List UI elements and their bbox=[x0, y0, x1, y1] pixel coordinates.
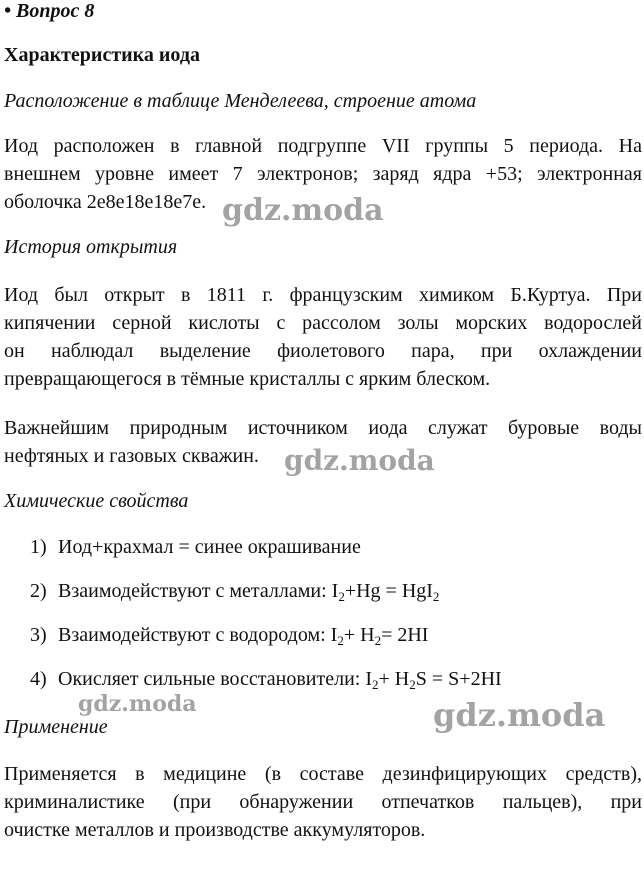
paragraph-line: очистке металлов и производстве аккумуляторов. bbox=[4, 819, 426, 841]
list-item bbox=[30, 624, 428, 649]
list-item bbox=[30, 580, 439, 605]
paragraph-line: кипячении серной кислоты с рассолом золы морских водорослей bbox=[4, 312, 642, 334]
paragraph-line: Применяется в медицине (в составе дезинфицирующих средств), bbox=[4, 763, 642, 785]
list-item-number: 2) bbox=[30, 580, 47, 602]
subscript: 2 bbox=[337, 633, 344, 648]
subscript: 2 bbox=[432, 589, 440, 604]
page-title: Характеристика иода bbox=[4, 44, 200, 66]
subscript: 2 bbox=[338, 589, 345, 604]
section-heading-history: История открытия bbox=[4, 236, 178, 258]
list-item-number: 3) bbox=[30, 624, 47, 646]
list-item bbox=[30, 668, 502, 693]
list-item-text: = 2HI bbox=[381, 624, 429, 646]
list-item-text: +Hg = HgI bbox=[344, 580, 433, 602]
section-heading-application: Применение bbox=[4, 716, 108, 738]
list-item-text: + H bbox=[378, 668, 410, 690]
list-item-text: Окисляет сильные восстановители: I bbox=[58, 668, 373, 690]
paragraph-line: криминалистике (при обнаружении отпечатков пальцев), при bbox=[4, 791, 642, 813]
paragraph-line: он наблюдал выделение фиолетового пара, при охлаждении bbox=[4, 340, 642, 362]
paragraph-line: внешнем уровне имеет 7 электронов; заряд ядра +53; электронная bbox=[4, 163, 642, 185]
watermark: gdz.moda bbox=[433, 696, 606, 734]
watermark: gdz.moda bbox=[284, 444, 435, 477]
paragraph-line: Иод был открыт в 1811 г. французским химиком Б.Куртуа. При bbox=[4, 284, 642, 306]
subscript: 2 bbox=[409, 677, 416, 692]
paragraph-line: оболочка 2е8е18е18е7е. bbox=[4, 191, 207, 213]
watermark: gdz.moda bbox=[222, 193, 384, 228]
list-item-text: Взаимодействуют с водородом: I bbox=[58, 624, 338, 646]
list-item-text: S = S+2HI bbox=[415, 668, 502, 690]
section-heading-chemical: Химические свойства bbox=[4, 490, 189, 512]
paragraph-line: превращающегося в тёмные кристаллы с ярким блеском. bbox=[4, 368, 491, 390]
paragraph-line: Важнейшим природным источником иода служат буровые воды bbox=[4, 417, 642, 439]
question-number: • Вопрос 8 bbox=[4, 0, 95, 22]
paragraph-line: Иод расположен в главной подгруппе VII группы 5 периода. На bbox=[4, 135, 642, 157]
list-item-number: 4) bbox=[30, 668, 47, 690]
watermark: gdz.moda bbox=[78, 691, 197, 717]
subscript: 2 bbox=[372, 677, 379, 692]
list-item-number: 1) bbox=[30, 536, 47, 558]
list-item-text: Иод+крахмал = синее окрашивание bbox=[58, 536, 361, 558]
list-item bbox=[30, 536, 361, 559]
list-item-text: Взаимодействуют с металлами: I bbox=[58, 580, 339, 602]
section-heading-position: Расположение в таблице Менделеева, строение атома bbox=[4, 90, 477, 112]
list-item-text: + H bbox=[343, 624, 375, 646]
paragraph-line: нефтяных и газовых скважин. bbox=[4, 445, 259, 467]
subscript: 2 bbox=[374, 633, 382, 648]
